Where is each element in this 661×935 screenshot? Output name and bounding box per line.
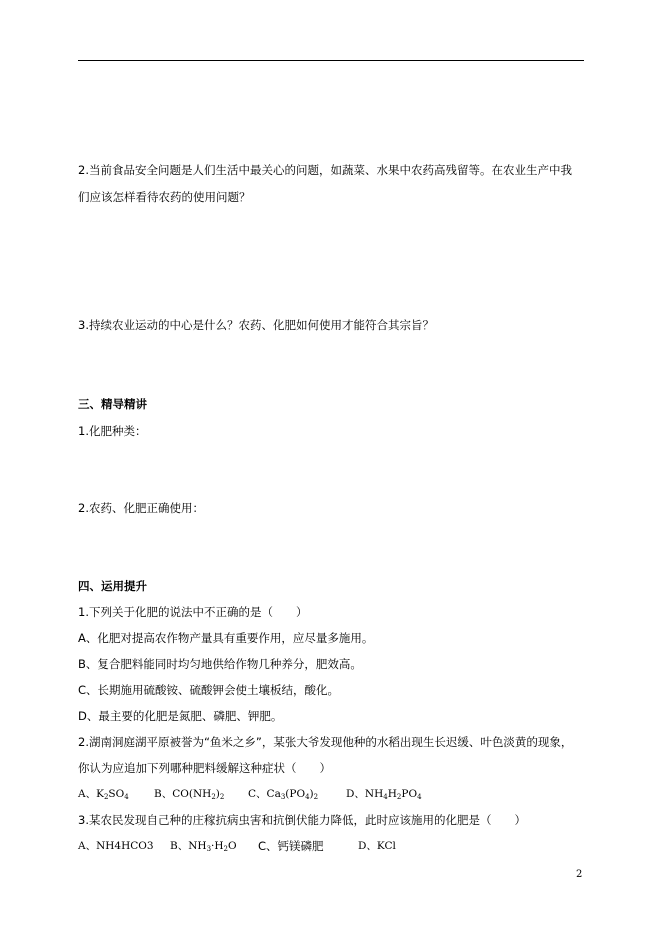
page-number: 2: [576, 869, 583, 880]
problem-3-option-d: D、KCl: [358, 840, 396, 852]
section-3-title: 三、精导精讲: [78, 397, 147, 411]
problem-2-stem-line-2: 你认为应追加下列哪种肥料缓解这种症状（ ）: [78, 761, 331, 775]
problem-1-option-c: C、长期施用硫酸铵、硫酸钾会使土壤板结，酸化。: [78, 683, 340, 697]
problem-2-option-d: D、$NH_4H_2PO_4$: [346, 788, 422, 801]
problem-2-option-a: A、$K_2SO_4$: [78, 788, 129, 801]
problem-1-option-b: B、复合肥料能同时均匀地供给作物几种养分，肥效高。: [78, 657, 362, 671]
problem-2-stem-line-1: 2.湖南洞庭湖平原被誉为“鱼米之乡”，某张大爷发现他种的水稻出现生长迟缓、叶色淡黄的现象，: [78, 735, 573, 749]
section-3-item-1: 1.化肥种类：: [78, 424, 147, 438]
problem-1-option-a: A、化肥对提高农作物产量具有重要作用，应尽量多施用。: [78, 631, 374, 645]
question-2-line-2: 们应该怎样看待农药的使用问题？: [78, 190, 251, 204]
problem-2-option-b: B、$CO(NH_2)_2$: [154, 788, 225, 801]
problem-3-options: [78, 838, 396, 857]
section-3-item-2: 2.农药、化肥正确使用：: [78, 501, 204, 515]
problem-3-option-b: B、$NH_3\cdot H_2O$: [170, 840, 237, 853]
problem-3-option-a: A、NH4HCO3: [78, 840, 154, 852]
question-2-line-1: 2.当前食品安全问题是人们生活中最关心的问题，如蔬菜、水果中农药高残留等。在农业生产中我: [78, 163, 572, 177]
problem-1-option-d: D、最主要的化肥是氮肥、磷肥、钾肥。: [78, 709, 283, 723]
problem-1-stem: 1.下列关于化肥的说法中不正确的是（ ）: [78, 605, 308, 619]
header-rule: [78, 60, 584, 61]
problem-3-stem: 3.某农民发现自己种的庄稼抗病虫害和抗倒伏能力降低，此时应该施用的化肥是（ ）: [78, 813, 526, 827]
problem-2-options: [78, 786, 422, 805]
problem-3-option-c: C、钙镁磷肥: [258, 839, 324, 853]
section-4-title: 四、运用提升: [78, 579, 147, 593]
question-3: 3.持续农业运动的中心是什么？农药、化肥如何使用才能符合其宗旨？: [78, 318, 434, 332]
problem-2-option-c: C、$Ca_3(PO_4)_2$: [248, 788, 319, 801]
